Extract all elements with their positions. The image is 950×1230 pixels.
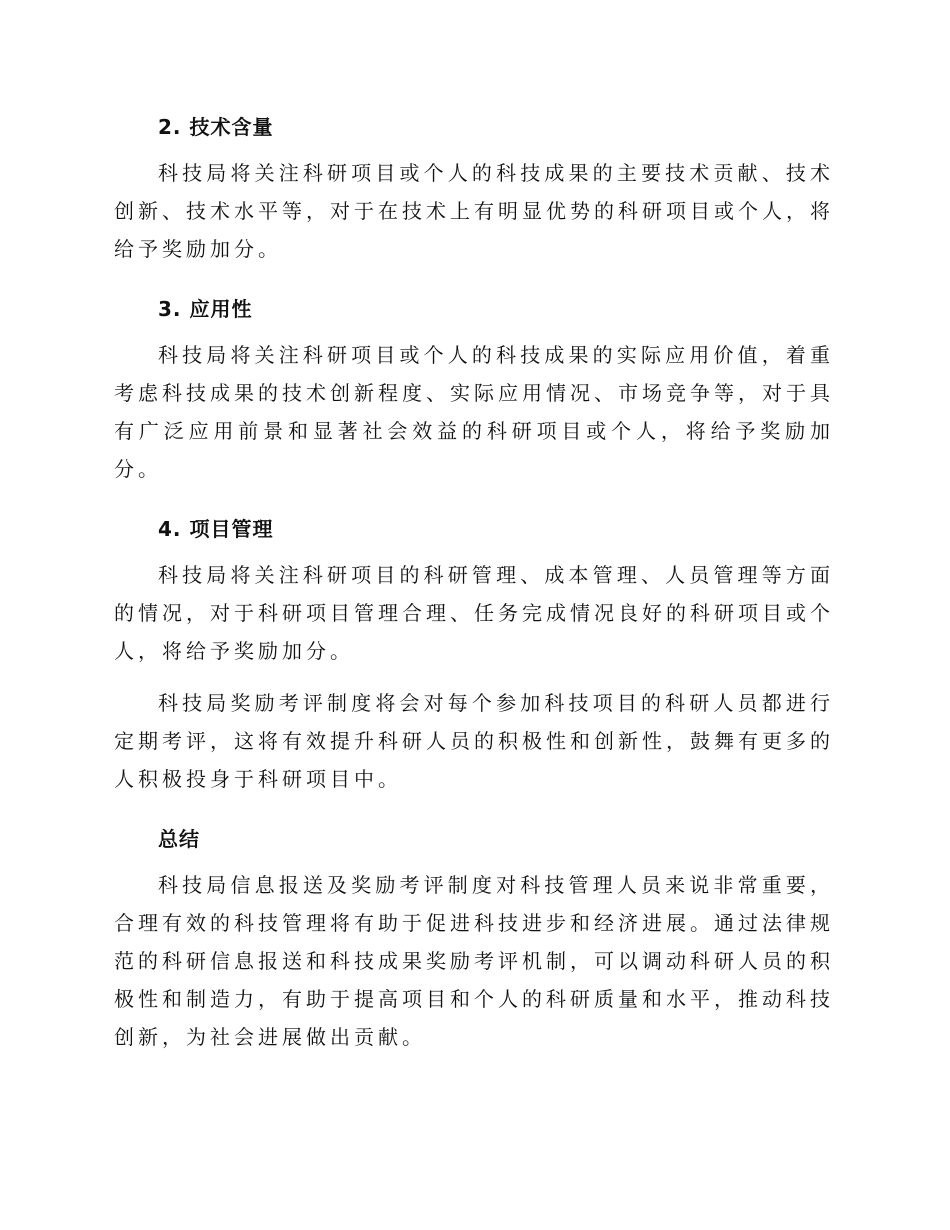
paragraph-summary: 科技局信息报送及奖励考评制度对科技管理人员来说非常重要，合理有效的科技管理将有助于促进科技进步和经济进展。通过法律规范的科研信息报送和科技成果奖励考评机制，可以调动科研人员的积极性和制造力，有助于提高项目和个人的科研质量和水平，推动科技创新，为社会进展做出贡献。 (114, 873, 834, 1049)
paragraph-project-management: 科技局将关注科研项目的科研管理、成本管理、人员管理等方面的情况，对于科研项目管理合理、任务完成情况良好的科研项目或个人，将给予奖励加分。 (114, 563, 834, 663)
section-heading-project-management: 4. 项目管理 (158, 517, 274, 541)
section-heading-technical-content: 2. 技术含量 (158, 115, 274, 139)
paragraph-applicability: 科技局将关注科研项目或个人的科技成果的实际应用价值，着重考虑科技成果的技术创新程度、实际应用情况、市场竞争等，对于具有广泛应用前景和显著社会效益的科研项目或个人，将给予奖励加分。 (114, 343, 834, 481)
section-heading-applicability: 3. 应用性 (158, 297, 253, 321)
paragraph-technical-content: 科技局将关注科研项目或个人的科技成果的主要技术贡献、技术创新、技术水平等，对于在技术上有明显优势的科研项目或个人，将给予奖励加分。 (114, 161, 834, 261)
spacer (114, 488, 834, 502)
paragraph-evaluation-system: 科技局奖励考评制度将会对每个参加科技项目的科研人员都进行定期考评，这将有效提升科研人员的积极性和创新性，鼓舞有更多的人积极投身于科研项目中。 (114, 691, 834, 791)
spacer (114, 268, 834, 282)
section-heading-summary: 总结 (158, 827, 200, 851)
document-page (114, 100, 834, 1056)
spacer (114, 670, 834, 684)
spacer (114, 798, 834, 812)
